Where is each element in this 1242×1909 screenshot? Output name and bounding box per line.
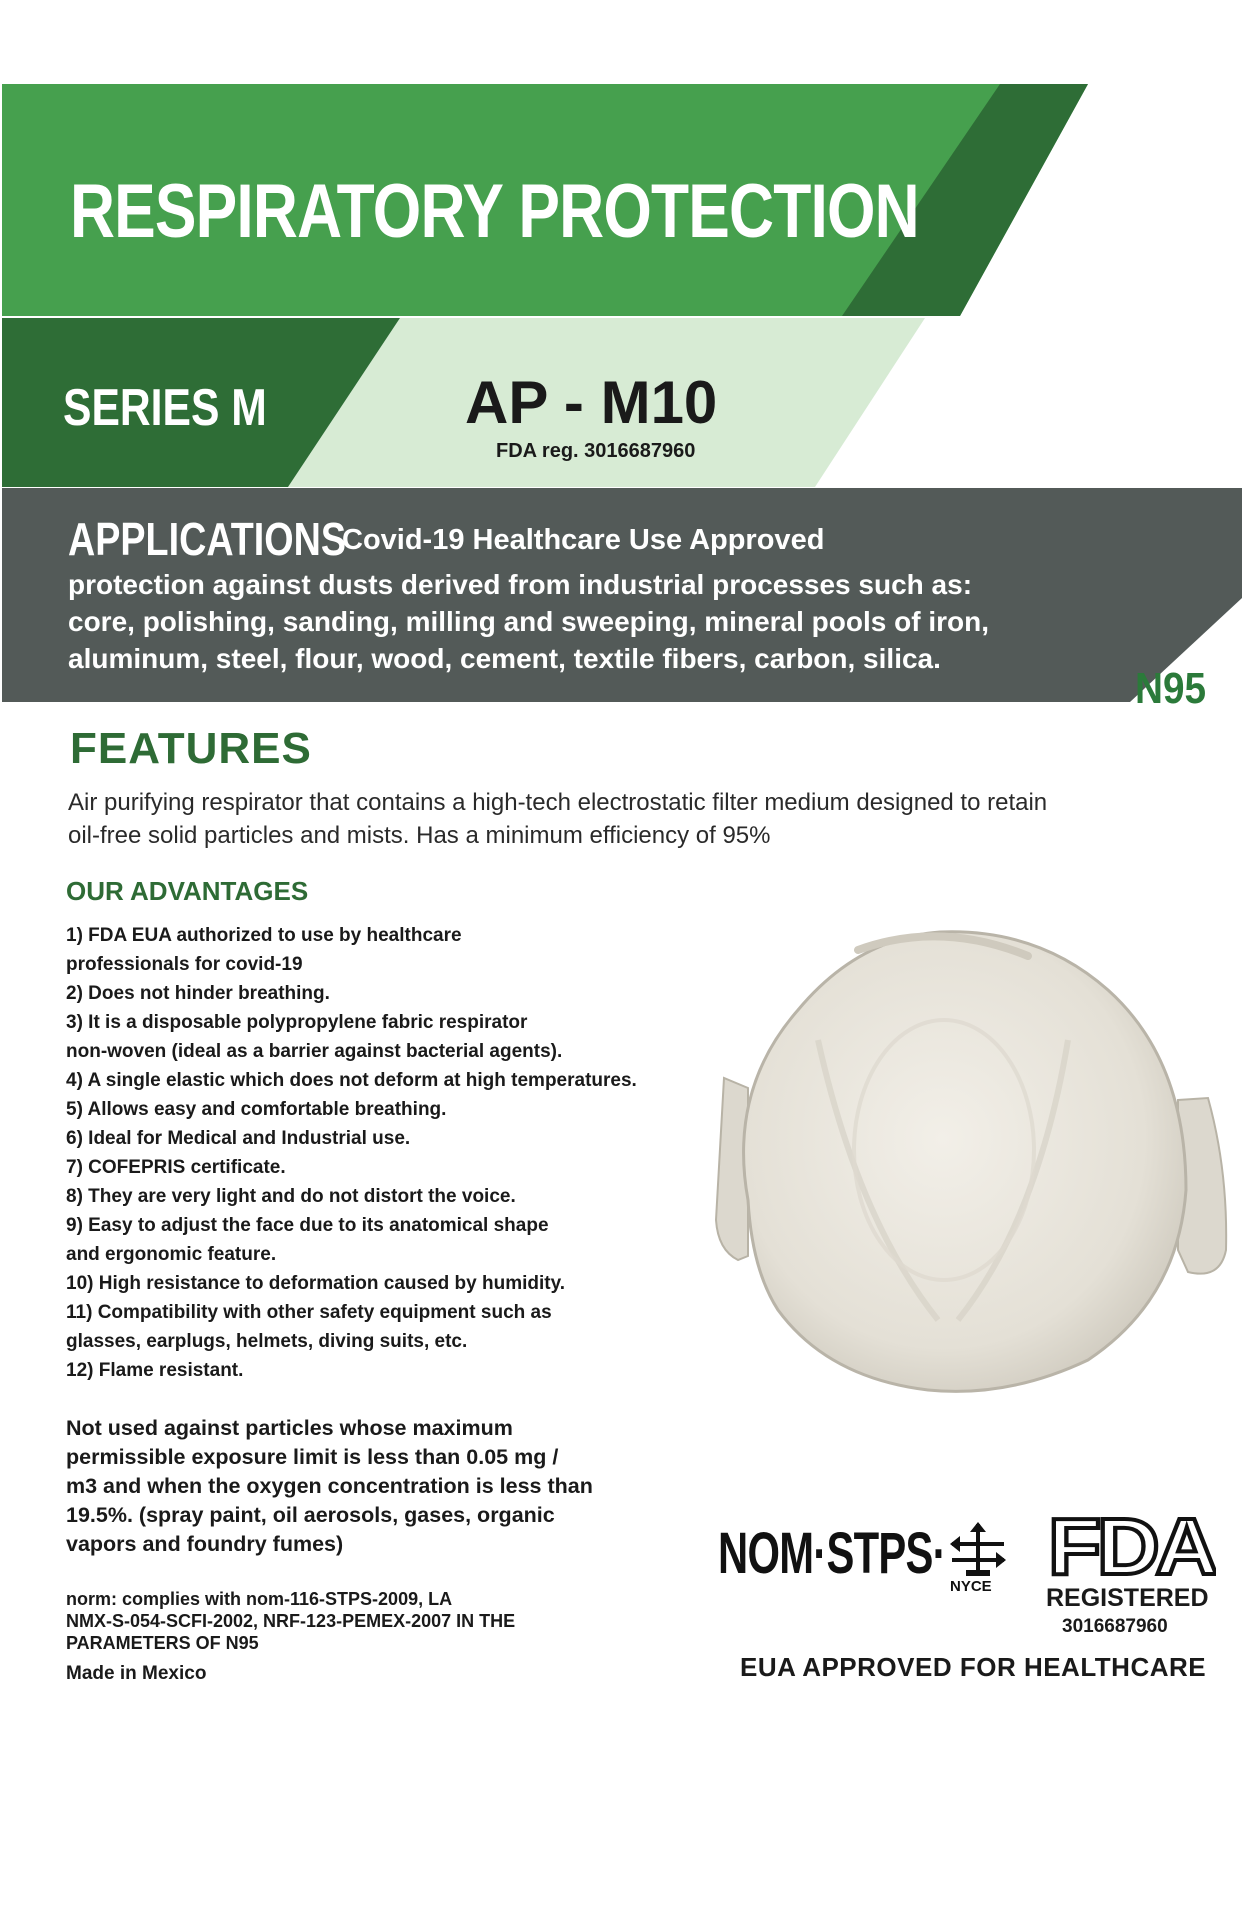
advantage-line: non-woven (ideal as a barrier against bacterial agents). — [66, 1041, 563, 1062]
fda-logo — [1046, 1512, 1216, 1582]
made-in-label: Made in Mexico — [66, 1663, 207, 1684]
usage-warning — [66, 1414, 646, 1559]
warning-line: permissible exposure limit is less than 0.05 mg / — [66, 1445, 559, 1469]
warning-line: Not used against particles whose maximum — [66, 1416, 513, 1440]
advantage-line: 4) A single elastic which does not deform at high temperatures. — [66, 1070, 637, 1091]
features-heading: FEATURES — [70, 724, 312, 773]
advantages-heading: OUR ADVANTAGES — [66, 876, 309, 906]
norm-line: norm: complies with nom-116-STPS-2009, LA — [66, 1589, 453, 1609]
norm-compliance — [66, 1588, 626, 1654]
advantage-line: 1) FDA EUA authorized to use by healthcare — [66, 925, 462, 946]
advantage-line: 10) High resistance to deformation caused by humidity. — [66, 1273, 566, 1294]
features-text — [68, 786, 1198, 852]
applications-line: protection against dusts derived from industrial processes such as: — [68, 569, 973, 600]
page-title: RESPIRATORY PROTECTION — [70, 169, 919, 254]
fda-logo-text: FDA — [1048, 1512, 1216, 1582]
advantage-line: 6) Ideal for Medical and Industrial use. — [66, 1128, 411, 1149]
model-name: AP - M10 — [465, 369, 718, 436]
applications-line: aluminum, steel, flour, wood, cement, textile fibers, carbon, silica. — [68, 643, 941, 674]
advantage-line: 8) They are very light and do not distort the voice. — [66, 1186, 516, 1207]
advantage-line: 7) COFEPRIS certificate. — [66, 1157, 286, 1178]
advantage-line: 9) Easy to adjust the face due to its anatomical shape — [66, 1215, 549, 1236]
advantage-line: 3) It is a disposable polypropylene fabric respirator — [66, 1012, 528, 1033]
eua-approved-label: EUA APPROVED FOR HEALTHCARE — [740, 1652, 1207, 1682]
applications-subheading: Covid-19 Healthcare Use Approved — [342, 524, 825, 556]
advantage-line: 5) Allows easy and comfortable breathing. — [66, 1099, 447, 1120]
warning-line: vapors and foundry fumes) — [66, 1532, 344, 1556]
advantages-list — [66, 921, 706, 1385]
advantage-line: professionals for covid-19 — [66, 954, 303, 975]
fda-registered-number: 3016687960 — [1062, 1616, 1168, 1637]
applications-heading: APPLICATIONS — [68, 513, 347, 565]
applications-text — [68, 566, 1178, 677]
nyce-label: NYCE — [950, 1578, 992, 1595]
n95-rating: N95 — [1135, 664, 1207, 713]
norm-line: PARAMETERS OF N95 — [66, 1633, 259, 1653]
advantage-line: 11) Compatibility with other safety equipment such as — [66, 1302, 552, 1323]
features-line: oil-free solid particles and mists. Has a minimum efficiency of 95% — [68, 822, 771, 849]
norm-line: NMX-S-054-SCFI-2002, NRF-123-PEMEX-2007 IN THE — [66, 1611, 516, 1631]
advantage-line: glasses, earplugs, helmets, diving suits, etc. — [66, 1331, 468, 1352]
applications-line: core, polishing, sanding, milling and sweeping, mineral pools of iron, — [68, 606, 989, 637]
features-line: Air purifying respirator that contains a high-tech electrostatic filter medium designed to retain — [68, 789, 1048, 816]
warning-line: m3 and when the oxygen concentration is less than — [66, 1474, 593, 1498]
nom-stps-text: NOM·STPS· — [718, 1521, 946, 1586]
fda-registration: FDA reg. 3016687960 — [496, 440, 696, 462]
respirator-mask-image — [708, 920, 1242, 1400]
advantage-line: 12) Flame resistant. — [66, 1360, 244, 1381]
nom-stps-logo — [718, 1516, 1018, 1598]
advantage-line: and ergonomic feature. — [66, 1244, 277, 1265]
series-label: SERIES M — [63, 379, 267, 437]
warning-line: 19.5%. (spray paint, oil aerosols, gases, organic — [66, 1503, 555, 1527]
advantage-line: 2) Does not hinder breathing. — [66, 983, 330, 1004]
nyce-arrows-icon — [950, 1520, 1006, 1578]
fda-registered-label: REGISTERED — [1046, 1584, 1209, 1612]
